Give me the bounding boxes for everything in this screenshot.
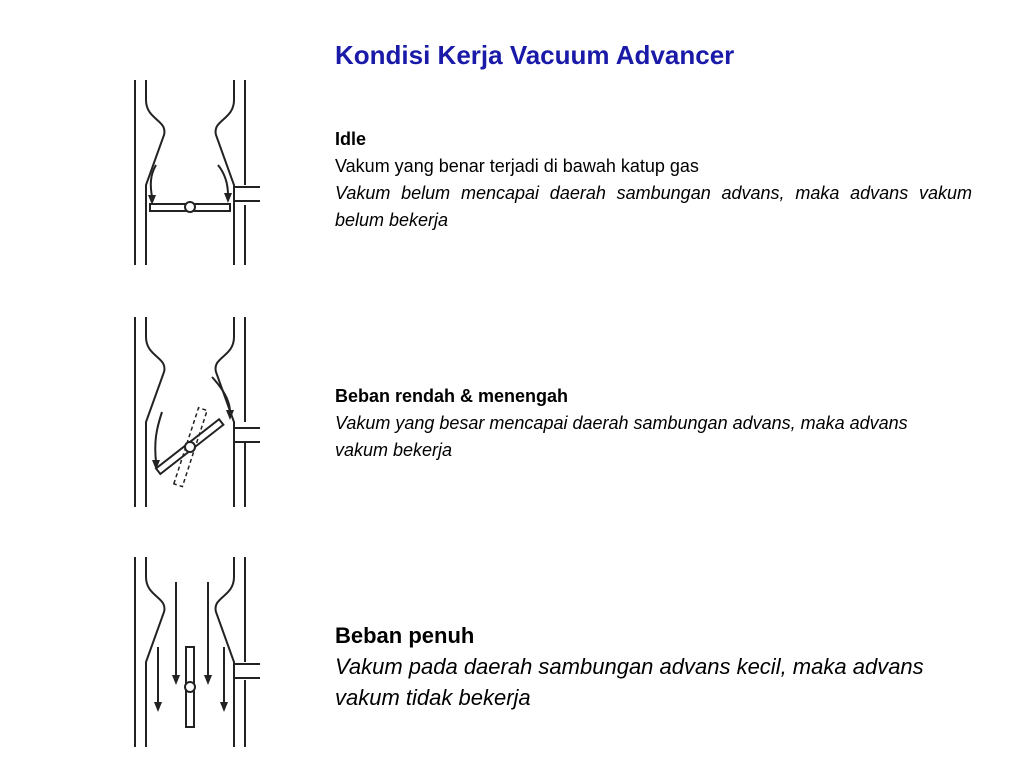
carburetor-full-drawing	[120, 552, 270, 752]
slide-title: Kondisi Kerja Vacuum Advancer	[335, 40, 735, 70]
condition-description: Vakum belum mencapai daerah sambungan advans, maka advans vakum belum bekerja	[335, 183, 972, 230]
throttle-shaft	[185, 202, 195, 212]
condition-heading: Idle	[335, 129, 367, 149]
throttle-shaft	[185, 442, 195, 452]
throttle-shaft	[185, 682, 195, 692]
carburetor-diagram-full	[120, 552, 270, 752]
arrowhead-2	[172, 675, 180, 685]
flow-arrow-left	[155, 412, 162, 462]
advance-port	[234, 187, 260, 201]
venturi-left	[146, 80, 164, 265]
carburetor-diagram-partial	[120, 312, 270, 512]
condition-heading: Beban rendah & menengah	[335, 386, 569, 406]
arrowhead-3	[204, 675, 212, 685]
condition-partial-load	[335, 383, 935, 464]
carburetor-diagram-idle	[120, 75, 270, 270]
condition-idle	[335, 126, 972, 234]
arrowhead-1	[154, 702, 162, 712]
arrowhead-left	[152, 460, 160, 470]
condition-description: Vakum yang besar mencapai daerah sambungan advans, maka advans vakum bekerja	[335, 413, 908, 460]
carburetor-idle-drawing	[120, 75, 270, 270]
arrowhead-4	[220, 702, 228, 712]
condition-line: Vakum yang benar terjadi di bawah katup gas	[335, 156, 699, 176]
flow-arrow-right	[212, 377, 230, 412]
condition-full-load	[335, 620, 955, 713]
condition-heading: Beban penuh	[335, 623, 475, 648]
condition-description: Vakum pada daerah sambungan advans kecil, maka advans vakum tidak bekerja	[335, 654, 924, 710]
carburetor-partial-drawing	[120, 312, 270, 512]
flow-arrow-right	[218, 165, 228, 195]
venturi-left	[146, 557, 164, 747]
arrowhead-right	[224, 193, 232, 203]
advance-port	[234, 664, 260, 678]
advance-port	[234, 428, 260, 442]
venturi-right	[216, 80, 234, 265]
